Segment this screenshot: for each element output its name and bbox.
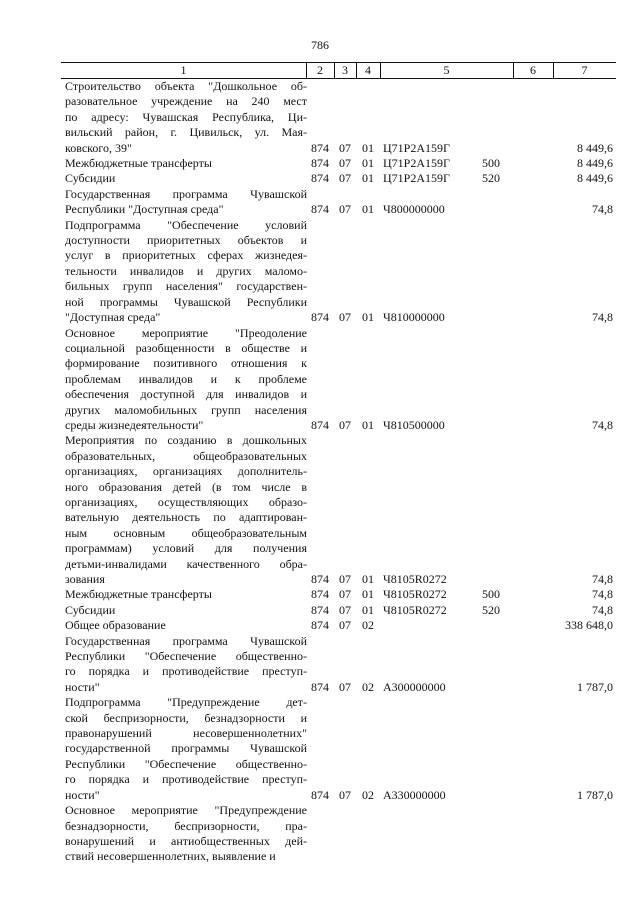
section-code-cell: 07 [339,171,351,186]
subsection-code-cell: 01 [362,602,374,617]
expense-type-cell: 520 [482,171,500,186]
gl-code-cell: 874 [311,787,329,802]
row-name-cell [61,433,307,587]
row-name-line: программам) условий для получения [65,541,307,556]
row-name-line: вательную деятельность по адаптирован- [65,510,307,525]
table-header-row [61,62,616,79]
gl-code-cell: 874 [311,618,329,633]
table-row [61,79,616,156]
row-name-cell [61,695,307,803]
gl-code-cell: 874 [311,140,329,155]
row-name-cell [61,587,307,602]
row-name-line: Мероприятия по созданию в дошкольных [65,433,307,448]
row-name-line: других маломобильных групп населения [65,402,307,417]
amount-cell: 74,8 [592,417,613,432]
row-name-line: безнадзорности, беспризорности, пра- [65,818,307,833]
row-name-line: вонарушений и антиобщественных дей- [65,833,307,848]
row-name-line: доступности приоритетных объектов и [65,233,307,248]
row-name-cell [61,603,307,618]
row-name-line: Строительство объекта "Дошкольное об- [65,79,307,93]
table-row [61,171,616,186]
expense-type-cell: 500 [482,156,500,171]
amount-cell: 74,8 [592,572,613,586]
table-row [61,218,616,326]
subsection-code-cell: 01 [362,202,374,217]
gl-code-cell: 874 [311,602,329,617]
row-name-line: ствий несовершеннолетних, выявление и [65,849,276,864]
row-name-line: ковского, 39" [65,140,132,155]
row-name-line: ного образования детей (в том числе в [65,479,307,494]
row-name-line: организациях, осуществляющих образо- [65,494,307,509]
table-row [61,618,616,633]
row-name-cell [61,156,307,171]
row-name-line: формирование позитивного отношения к [65,356,307,371]
table-row [61,695,616,803]
row-name-line: Подпрограмма "Обеспечение условий [65,217,307,232]
header-col-4: 4 [365,63,371,77]
amount-cell: 74,8 [592,602,613,617]
header-col-1: 1 [180,63,187,77]
target-article-cell: Ч810500000 [383,417,445,432]
row-name-line: Республики "Обеспечение общественно- [65,756,307,771]
amount-cell: 1 787,0 [577,787,613,802]
table-row [61,634,616,696]
target-article-cell: А330000000 [383,787,446,802]
row-name-cell [61,326,307,434]
subsection-code-cell: 01 [362,156,374,171]
target-article-cell: Ч8105R0272 [383,572,447,586]
row-name-line: правонарушений несовершеннолетних" [65,726,307,741]
row-name-line: Межбюджетные трансферты [65,587,212,602]
target-article-cell: Ц71Р2А159Г [383,171,450,186]
amount-cell: 74,8 [592,202,613,217]
gl-code-cell: 874 [311,202,329,217]
row-name-line: Государственная программа Чувашской [65,186,307,201]
section-code-cell: 07 [339,602,351,617]
table-row [61,326,616,434]
row-name-line: го порядка и противодействие преступ- [65,772,307,787]
section-code-cell: 07 [339,417,351,432]
section-code-cell: 07 [339,618,351,633]
amount-cell: 74,8 [592,587,613,602]
row-name-line: организациях, организациях дополнитель- [65,464,307,479]
section-code-cell: 07 [339,156,351,171]
row-name-line: ным основным общеобразовательным [65,525,307,540]
header-col-5: 5 [443,63,450,77]
row-name-line: "Доступная среда" [65,310,161,325]
gl-code-cell: 874 [311,572,329,586]
target-article-cell: Ч8105R0272 [383,587,447,602]
row-name-cell [61,634,307,696]
row-name-line: по адресу: Чувашская Республика, Ци- [65,109,307,124]
row-name-line: Подпрограмма "Предупреждение дет- [65,695,307,710]
section-code-cell: 07 [339,787,351,802]
row-name-cell [61,79,307,156]
row-name-line: услуг в приоритетных сферах жизнедея- [65,248,307,263]
row-name-line: Республики "Обеспечение общественно- [65,649,307,664]
gl-code-cell: 874 [311,156,329,171]
header-col-2: 2 [317,63,323,77]
section-code-cell: 07 [339,587,351,602]
row-name-line: социальной разобщенности в обществе и [65,340,307,355]
row-name-cell [61,187,307,218]
gl-code-cell: 874 [311,417,329,432]
gl-code-cell: 874 [311,171,329,186]
target-article-cell: Ч800000000 [383,202,445,217]
table-row [61,587,616,602]
row-name-line: государственной программы Чувашской [65,741,307,756]
row-name-line: образовательных, общеобразовательных [65,448,307,463]
row-name-line: детьми-инвалидами качественного обра- [65,556,307,571]
row-name-line: Субсидии [65,602,116,617]
amount-cell: 338 648,0 [565,618,613,633]
subsection-code-cell: 01 [362,572,374,586]
row-name-line: Государственная программа Чувашской [65,633,307,648]
subsection-code-cell: 01 [362,310,374,325]
row-name-cell [61,171,307,186]
section-code-cell: 07 [339,202,351,217]
row-name-line: среды жизнедеятельности" [65,417,204,432]
subsection-code-cell: 01 [362,587,374,602]
gl-code-cell: 874 [311,310,329,325]
target-article-cell: Ч8105R0272 [383,602,447,617]
row-name-line: ной программы Чувашской Республики [65,294,307,309]
row-name-cell [61,218,307,326]
table-row [61,156,616,171]
amount-cell: 8 449,6 [577,140,613,155]
gl-code-cell: 874 [311,679,329,694]
row-name-line: го порядка и противодействие преступ- [65,664,307,679]
subsection-code-cell: 01 [362,171,374,186]
expense-type-cell: 500 [482,587,500,602]
section-code-cell: 07 [339,679,351,694]
row-name-line: Основное мероприятие "Преодоление [65,325,307,340]
row-name-line: обеспечения доступной для инвалидов и [65,387,307,402]
row-name-cell [61,803,307,865]
row-name-line: Основное мероприятие "Предупреждение [65,803,307,818]
target-article-cell: Ц71Р2А159Г [383,156,450,171]
amount-cell: 8 449,6 [577,171,613,186]
row-name-line: Республики "Доступная среда" [65,202,224,217]
header-col-6: 6 [530,63,536,77]
target-article-cell: Ц71Р2А159Г [383,140,450,155]
gl-code-cell: 874 [311,587,329,602]
row-name-line: зования [65,572,105,586]
subsection-code-cell: 02 [362,679,374,694]
section-code-cell: 07 [339,572,351,586]
table-row [61,803,616,865]
table-body [61,79,616,865]
amount-cell: 1 787,0 [577,679,613,694]
table-row [61,187,616,218]
row-name-line: тельности инвалидов и других маломо- [65,263,307,278]
section-code-cell: 07 [339,140,351,155]
table-row [61,603,616,618]
page-number: 786 [311,38,329,52]
section-code-cell: 07 [339,310,351,325]
row-name-line: ности" [65,787,100,802]
row-name-line: проблемам инвалидов и к проблеме [65,371,307,386]
subsection-code-cell: 01 [362,140,374,155]
header-col-3: 3 [342,63,348,77]
row-name-line: Субсидии [65,171,116,186]
row-name-line: разовательное учреждение на 240 мест [65,94,307,109]
budget-table [61,62,616,865]
target-article-cell: А300000000 [383,679,446,694]
row-name-line: вильский район, г. Цивильск, ул. Мая- [65,125,307,140]
amount-cell: 8 449,6 [577,156,613,171]
subsection-code-cell: 02 [362,618,374,633]
row-name-line: Межбюджетные трансферты [65,156,212,171]
row-name-line: Общее образование [65,618,166,633]
row-name-cell [61,618,307,633]
row-name-line: ской беспризорности, безнадзорности и [65,710,307,725]
table-row [61,433,616,587]
header-col-7: 7 [581,63,588,77]
expense-type-cell: 520 [482,602,500,617]
subsection-code-cell: 01 [362,417,374,432]
subsection-code-cell: 02 [362,787,374,802]
target-article-cell: Ч810000000 [383,310,445,325]
row-name-line: бильных групп населения" государствен- [65,279,307,294]
amount-cell: 74,8 [592,310,613,325]
row-name-line: ности" [65,679,100,694]
